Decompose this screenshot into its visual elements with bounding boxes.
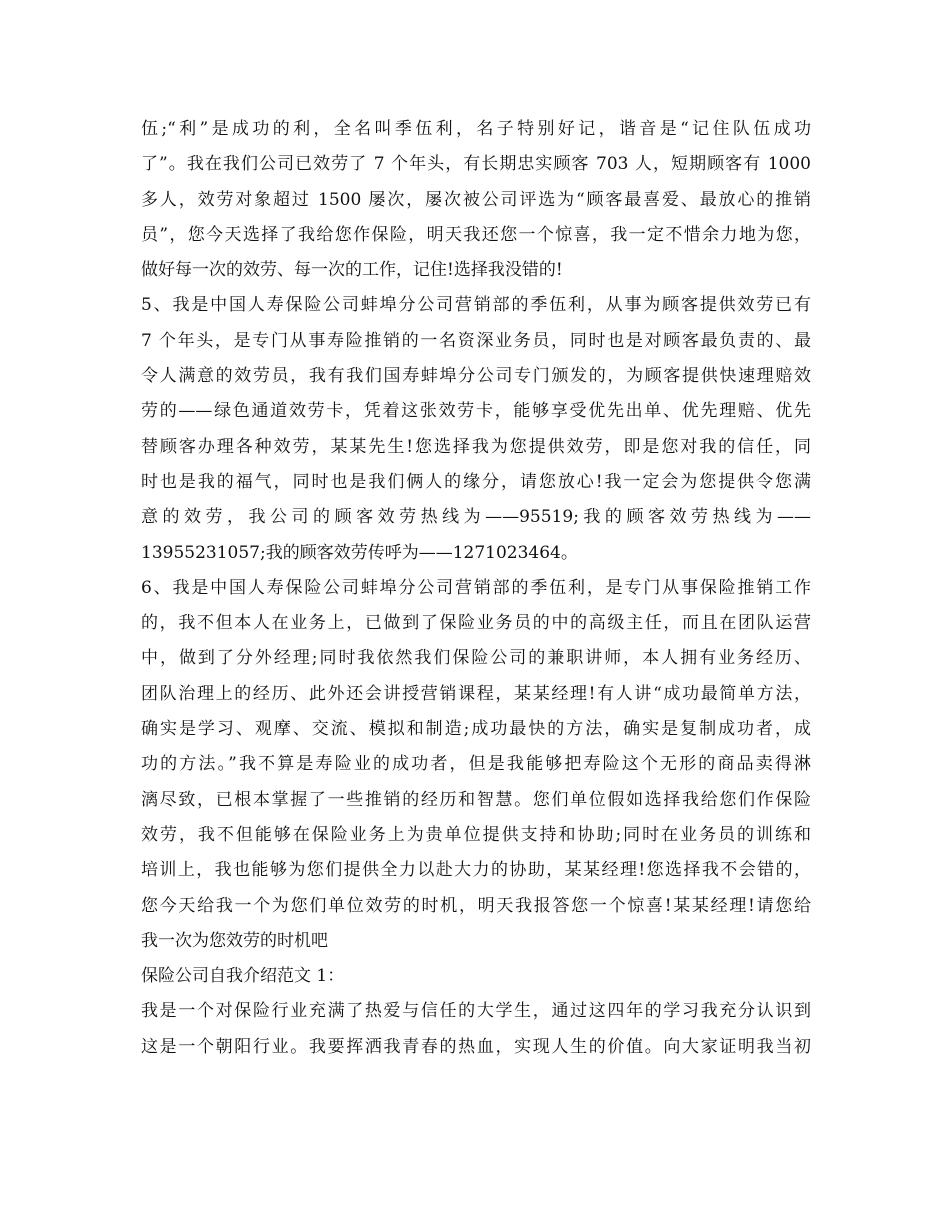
text-line: 替顾客办理各种效劳，某某先生!您选择我为您提供效劳，即是您对我的信任，同 [141, 436, 811, 457]
text-line: 漓尽致，已根本掌握了一些推销的经历和智慧。您们单位假如选择我给您们作保险 [141, 789, 811, 810]
text-line: 团队治理上的经历、此外还会讲授营销课程，某某经理!有人讲“成功最简单方法， [141, 683, 811, 704]
text-line: 时也是我的福气，同时也是我们俩人的缘分，请您放心!我一定会为您提供令您满 [141, 471, 811, 492]
text-line: 效劳，我不但能够在保险业务上为贵单位提供支持和协助;同时在业务员的训练和 [141, 824, 811, 845]
text-line: 劳的——绿色通道效劳卡，凭着这张效劳卡，能够享受优先出单、优先理赔、优先 [141, 401, 811, 422]
text-line: 我一次为您效劳的时机吧 [141, 930, 328, 951]
text-line: 的，我不但本人在业务上，已做到了保险业务员的中的高级主任，而且在团队运营 [141, 613, 811, 634]
text-line: 确实是学习、观摩、交流、模拟和制造;成功最快的方法，确实是复制成功者，成 [141, 719, 811, 740]
text-line: 功的方法。”我不算是寿险业的成功者，但是我能够把寿险这个无形的商品卖得淋 [141, 754, 811, 775]
text-line: 您今天给我一个为您们单位效劳的时机，明天我报答您一个惊喜!某某经理!请您给 [141, 895, 811, 916]
text-line: 5、我是中国人寿保险公司蚌埠分公司营销部的季伍利，从事为顾客提供效劳已有 [141, 295, 811, 316]
text-line: 多人，效劳对象超过 1500 屡次，屡次被公司评选为“顾客最喜爱、最放心的推销 [141, 189, 811, 210]
text-line: 做好每一次的效劳、每一次的工作，记住!选择我没错的! [141, 260, 563, 281]
text-line: 令人满意的效劳员，我有我们国寿蚌埠分公司专门颁发的，为顾客提供快速理赔效 [141, 366, 811, 387]
text-line: 13955231057;我的顾客效劳传呼为——1271023464。 [141, 542, 578, 563]
text-line: 意的效劳，我公司的顾客效劳热线为——95519;我的顾客效劳热线为—— [141, 507, 811, 528]
text-line: 我是一个对保险行业充满了热爱与信任的大学生，通过这四年的学习我充分认识到 [141, 1001, 811, 1022]
document-body [141, 112, 811, 1065]
text-line: 7 个年头，是专门从事寿险推销的一名资深业务员，同时也是对顾客最负责的、最 [141, 330, 811, 351]
text-line: 员”，您今天选择了我给您作保险，明天我还您一个惊喜，我一定不惜余力地为您， [141, 224, 811, 245]
text-line: 了”。我在我们公司已效劳了 7 个年头，有长期忠实顾客 703 人，短期顾客有 1000 [141, 154, 811, 175]
text-line: 培训上，我也能够为您们提供全力以赴大力的协助，某某经理!您选择我不会错的， [141, 860, 811, 881]
text-line: 6、我是中国人寿保险公司蚌埠分公司营销部的季伍利，是专门从事保险推销工作 [141, 577, 811, 598]
text-line: 伍;“利”是成功的利，全名叫季伍利，名子特别好记，谐音是“记住队伍成功 [141, 119, 811, 139]
text-line: 保险公司自我介绍范文 1： [141, 966, 345, 987]
text-line: 中，做到了分外经理;同时我依然我们保险公司的兼职讲师，本人拥有业务经历、 [141, 648, 811, 669]
text-line: 这是一个朝阳行业。我要挥洒我青春的热血，实现人生的价值。向大家证明我当初 [141, 1036, 811, 1057]
